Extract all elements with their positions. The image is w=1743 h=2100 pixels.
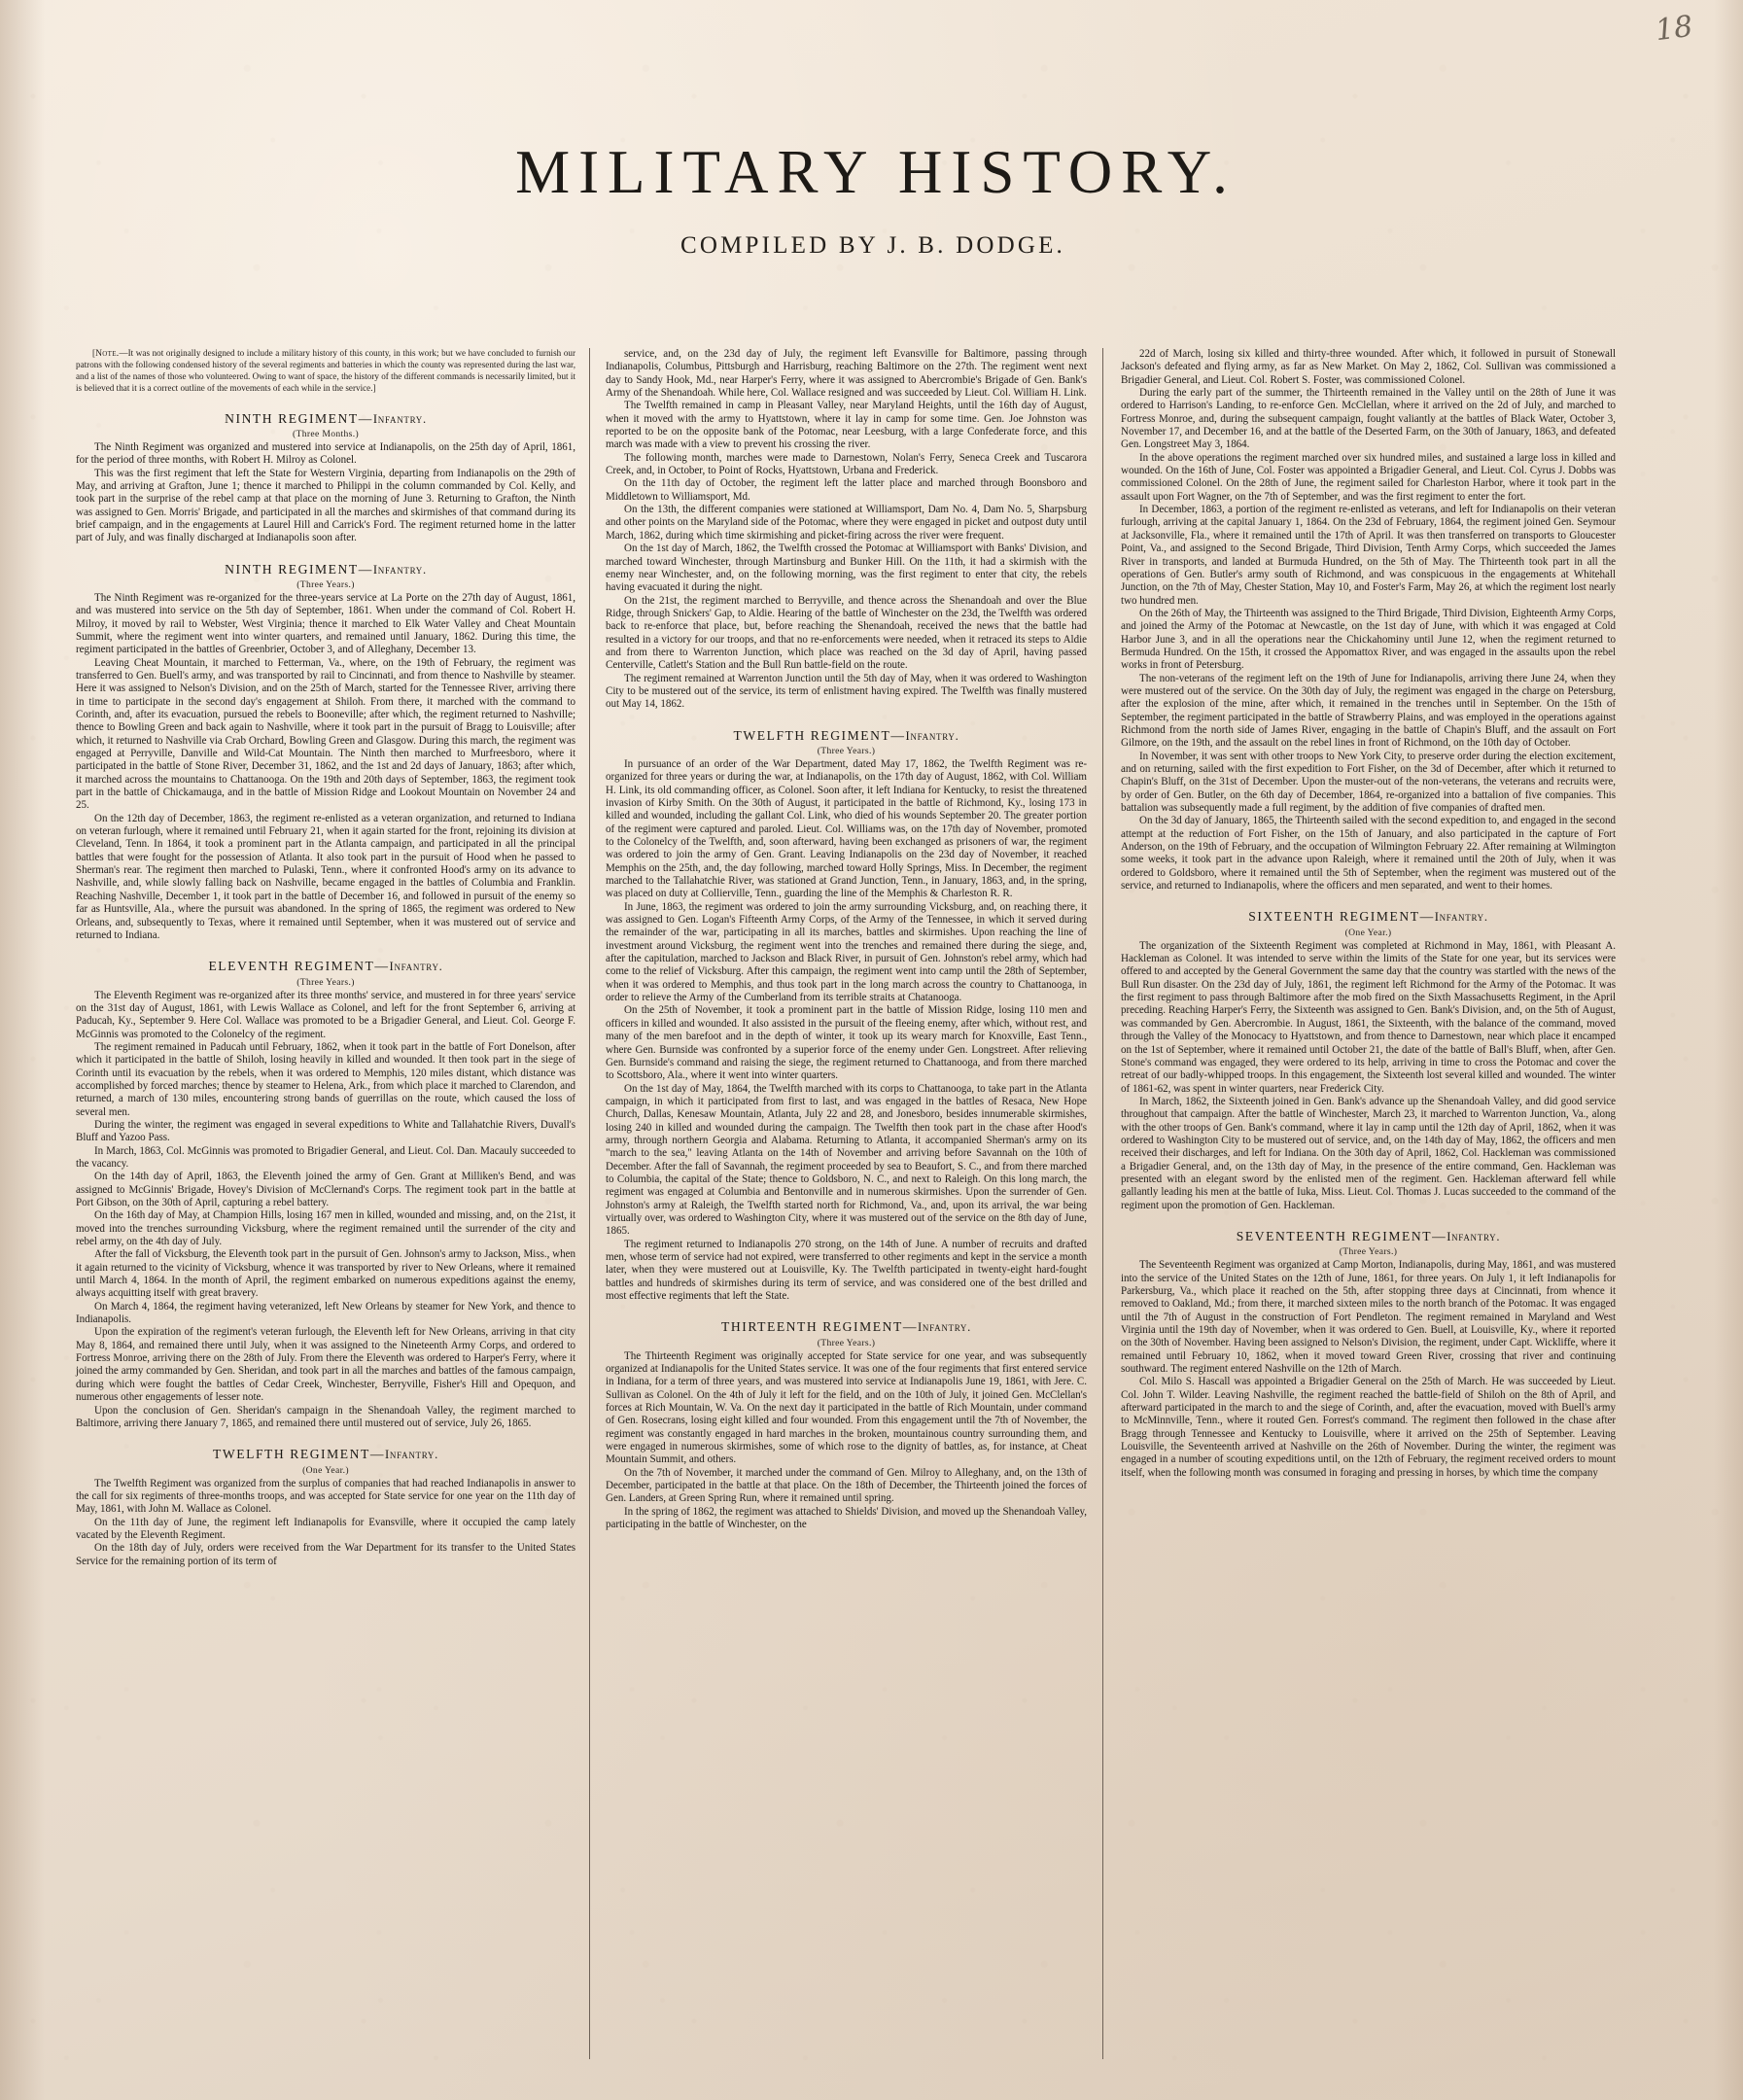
- regiment-heading: [76, 959, 575, 974]
- body-paragraph: The Ninth Regiment was re-organized for the three-years service at La Porte on the 27th day of August, 1861, and was mustered into service on the 5th day of September, 1861. When under the command of Col. Robert H. Milroy, it moved by rail to Webster, West Virginia; thence it marched to Elk Water Valley and Cheat Mountain Summit, where the regiment went into winter quarters, and remained until January, 1862. During this time, the regiment participated in the battles of Greenbrier, October 3, and of Alleghany, December 13.: [76, 591, 575, 656]
- body-paragraph: On the 1st day of May, 1864, the Twelfth marched with its corps to Chattanooga, to take part in the Atlanta campaign, in which it participated from first to last, and was engaged in the battles of Resaca, New Hope Church, Dallas, Kenesaw Mountain, Atlanta, July 22 and 28, and Jonesboro, besides innumerable skirmishes, losing 240 in killed and wounded during the campaign. The Twelfth then took part in the chase after Hood's army, through northern Georgia and Alabama. Returning to Atlanta, it accompanied Sherman's army on its "march to the sea," leaving Atlanta on the 14th of November and arriving before Savannah on the 10th of December. After the fall of Savannah, the regiment proceeded by sea to Beaufort, S. C., and from there marched to Columbia, the capital of the State; thence to Goldsboro, N. C., and next to Raleigh. On this long march, the regiment was engaged at Columbia and Bentonville and in numerous skirmishes. Upon the surrender of Gen. Johnston's army at Raleigh, the Twelfth started north for Richmond, Va., and, upon its arrival, the war being virtually over, was ordered to Washington City, where it was mustered out of the service on the 8th day of June, 1865.: [606, 1082, 1087, 1238]
- regiment-term-of-service: (One Year.): [1344, 927, 1392, 938]
- masthead: [0, 138, 1743, 260]
- body-paragraph: The Twelfth remained in camp in Pleasant Valley, near Maryland Heights, until the 16th day of August, when it moved with the army to Hyattstown, where it lay in camp for some time. Gen. Joe Johnston was reported to be on the opposite bank of the Potomac, near Leesburg, with a large Confederate force, and this march was made with a view to prevent his crossing the river.: [606, 400, 1087, 451]
- regiment-name: NINTH REGIMENT—: [225, 561, 373, 577]
- column-1: [76, 348, 589, 2059]
- body-paragraph: On the 3d day of January, 1865, the Thirteenth sailed with the second expedition to, and engaged in the second attempt at the reduction of Fort Fisher, on the 15th of January, and also participated in the capture of Fort Anderson, on the 19th of February, and the occupation of Wilmington February 22. After remaining at Wilmington some weeks, it took part in the advance upon Raleigh, where it remained until the 20th of July, when it was ordered to Goldsboro, where it remained until the 5th of September, when the regiment was mustered out of the service, and returned to Indianapolis, where the officers and men separated, and went to their homes.: [1121, 815, 1616, 892]
- regiment-term-of-service: (Three Months.): [292, 428, 360, 439]
- body-paragraph: On the 16th day of May, at Champion Hills, losing 167 men in killed, wounded and missing, and, on the 21st, it moved into the trenches surrounding Vicksburg, where the regiment remained until the surrender of the city and rebel army, on the 4th day of July.: [76, 1209, 575, 1248]
- body-paragraph: In June, 1863, the regiment was ordered to join the army surrounding Vicksburg, and, on reaching there, it was assigned to Gen. Logan's Fifteenth Army Corps, of the Army of the Tennessee, in which it served during the remainder of the war, participating in all its marches, battles and skirmishes. Upon reaching the line of investment around Vicksburg, the regiment went into the trenches and remained there during the siege, and, after the capitulation, marched to Jackson and Black River, in pursuit of Gen. Johnston's rebel army, which had come to the relief of Vicksburg. After this campaign, the regiment went into camp until the 28th of September, when it was ordered to Memphis, and thus took part in the long march across the country to Chattanooga, in order to relieve the Army of the Cumberland from its terrible straits at Chatanooga.: [606, 900, 1087, 1004]
- page-right-edge-shadow: [1714, 0, 1743, 2100]
- body-paragraph: During the winter, the regiment was engaged in several expeditions to White and Tallahatchie Rivers, Duvall's Bluff and Yazoo Pass.: [76, 1118, 575, 1144]
- regiment-name: TWELFTH REGIMENT—: [213, 1447, 385, 1462]
- body-paragraph: On the 13th, the different companies were stationed at Williamsport, Dam No. 4, Dam No. 5, Sharpsburg and other points on the Maryland side of the Potomac, where they were engaged in picket and outpost duty until March, 1862, during which time skirmishing and picket-firing across the river were frequent.: [606, 504, 1087, 542]
- page-gutter-shadow: [0, 0, 45, 2100]
- regiment-name: NINTH REGIMENT—: [225, 410, 373, 426]
- body-paragraph: 22d of March, losing six killed and thirty-three wounded. After which, it followed in pursuit of Stonewall Jackson's defeated and flying army, as far as New Market. On May 2, 1862, Col. Sullivan was commissioned a Brigadier General, and Lieut. Col. Robert S. Foster, was commissioned Colonel.: [1121, 348, 1616, 386]
- body-paragraph: On the 26th of May, the Thirteenth was assigned to the Third Brigade, Third Division, Eighteenth Army Corps, and joined the Army of the Potomac at Newcastle, on the 1st day of June, with which it was engaged at Cold Harbor June 3, and in all the operations near the Chickahominy until June 12, when the regiment returned to Bermuda Hundred. On the 15th, it crossed the Appomattox River, and was engaged in the assaults upon the rebel works in front of Petersburg.: [1121, 607, 1616, 672]
- column-2: [589, 348, 1102, 2059]
- body-paragraph: In the above operations the regiment marched over six hundred miles, and sustained a large loss in killed and wounded. On the 16th of June, Col. Foster was appointed a Brigadier General, and Lieut. Col. Cyrus J. Dobbs was commissioned Colonel. On the 28th of June, the regiment sailed for Charleston Harbor, where it took part in the assault upon Fort Wagner, on the 7th of September, and was the first regiment to enter the fort.: [1121, 451, 1616, 503]
- body-paragraph: In the spring of 1862, the regiment was attached to Shields' Division, and moved up the Shenandoah Valley, participating in the battle of Winchester, on the: [606, 1505, 1087, 1531]
- editor-note-label: Note.: [95, 348, 120, 359]
- body-paragraph: On the 7th of November, it marched under the command of Gen. Milroy to Alleghany, and, on the 13th of December, participated in the battle at that place. On the 18th of December, the Thirteenth joined the forces of Gen. Landers, at Green Spring Run, where it remained until spring.: [606, 1466, 1087, 1505]
- body-paragraph: After the fall of Vicksburg, the Eleventh took part in the pursuit of Gen. Johnson's army to Jackson, Miss., when it again returned to the vicinity of Vicksburg, whence it was transported by river to New Orleans, where it remained until March 4, 1864. In the month of April, the regiment embarked on numerous expeditions against the enemy, always acquitting itself with great bravery.: [76, 1248, 575, 1300]
- regiment-arm-of-service: Infantry.: [389, 960, 443, 974]
- body-paragraph: The Seventeenth Regiment was organized at Camp Morton, Indianapolis, during May, 1861, and was mustered into the service of the United States on the 12th of June, 1861, for three years. On July 1, it left Indianapolis for Parkersburg, Va., which place it reached on the 5th, after stopping three days at Cincinnati, from whence it removed to Oakland, Md.; from there, it marched sixteen miles to the north branch of the Potomac. It was engaged until the 7th of August in the construction of Fort Pendleton. The regiment remained in Maryland and West Virginia until the 19th day of November, when it was ordered to Gen. Buell, at Louisville, Ky., where it reported on the 30th of November. Having been assigned to Nelson's Division, the regiment, under Capt. Wickliffe, where it remained until February 10, 1862, when it moved toward Green River, crossing that river and continuing southward. The regiment entered Nashville on the 12th of March.: [1121, 1259, 1616, 1376]
- body-paragraph: On the 11th day of June, the regiment left Indianapolis for Evansville, where it occupied the camp lately vacated by the Eleventh Regiment.: [76, 1516, 575, 1541]
- page-subtitle: COMPILED BY J. B. DODGE.: [680, 232, 1066, 259]
- body-paragraph: The regiment remained in Paducah until February, 1862, when it took part in the battle of Fort Donelson, after which it participated in the battle of Shiloh, losing heavily in killed and wounded. It then took part in the siege of Corinth until its evacuation by the rebels, when it was ordered to Memphis, 120 miles distant, which distance was accomplished by forced marches; thence by steamer to Helena, Ark., from which place it marched to Clarendon, and returned, a march of 130 miles, encountering strong bands of guerrillas on the route, which caused the loss of several men.: [76, 1040, 575, 1118]
- body-paragraph: On the 18th day of July, orders were received from the War Department for its transfer to the United States Service for the remaining portion of its term of: [76, 1542, 575, 1567]
- body-paragraph: Col. Milo S. Hascall was appointed a Brigadier General on the 25th of March. He was succeeded by Lieut. Col. John T. Wilder. Leaving Nashville, the regiment reached the battle-field of Shiloh on the 8th of April, and afterward participated in the march to and the siege of Corinth, and, after the evacuation, moved with Buell's army to McMinnville, Tenn., where it routed Gen. Forrest's command. The regiment then followed in the chase after Bragg through Tennessee and Kentucky to Louisville, where it arrived on the 25th of September. Leaving Louisville, the Seventeenth arrived at Nashville on the 26th of November. During the winter, the regiment was engaged in a number of scouting expeditions until, on the 12th of February, the regiment received orders to mount itself, when the following month was consumed in foraging and pressing in horses, by which time the company: [1121, 1376, 1616, 1479]
- body-paragraph: Upon the expiration of the regiment's veteran furlough, the Eleventh left for New Orleans, arriving in that city May 8, 1864, and remained there until July, when it was assigned to the Nineteenth Army Corps, and ordered to Fortress Monroe, arriving there on the 28th of July. From there the Eleventh was ordered to Harper's Ferry, where it joined the army commanded by Gen. Sheridan, and took part in all the marches and battles of the famous campaign, during which were fought the battles of Cedar Creek, Winchester, Berryville, Fisher's Hill and Opequon, and numerous other engagements of lesser note.: [76, 1326, 575, 1404]
- body-paragraph: On the 25th of November, it took a prominent part in the battle of Mission Ridge, losing 110 men and officers in killed and wounded. It also assisted in the pursuit of the fleeing enemy, after which, without rest, and many of the men barefoot and in the depth of winter, it took up its weary march for Knoxville, East Tenn., where Gen. Burnside was confronted by a superior force of the enemy under Gen. Longstreet. After relieving Gen. Burnside's command and raising the siege, the regiment returned to Chattanooga, and from there marched to Scottsboro, Ala., where it went into winter quarters.: [606, 1004, 1087, 1082]
- body-paragraph: The regiment remained at Warrenton Junction until the 5th day of May, when it was ordered to Washington City to be mustered out of the service, its term of enlistment having expired. The Twelfth was finally mustered out May 14, 1862.: [606, 672, 1087, 711]
- body-paragraph: The following month, marches were made to Darnestown, Nolan's Ferry, Seneca Creek and Tuscarora Creek, and, in October, to Point of Rocks, Hyattstown, Urbana and Frederick.: [606, 451, 1087, 477]
- body-paragraph: This was the first regiment that left the State for Western Virginia, departing from Indianapolis on the 29th of May, and arriving at Grafton, June 1; thence it marched to Philippi in the column commanded by Col. Kelly, and took part in the surprise of the rebel camp at that place on the morning of June 3. Returning to Grafton, the Ninth was assigned to Gen. Morris' Brigade, and participated in all the marches and skirmishes of that command during its brief campaign, and in the engagements at Laurel Hill and Carrick's Ford. The regiment returned home in the latter part of July, and was finally discharged at Indianapolis soon after.: [76, 467, 575, 544]
- body-paragraph: On March 4, 1864, the regiment having veteranized, left New Orleans by steamer for New York, and thence to Indianapolis.: [76, 1300, 575, 1326]
- regiment-arm-of-service: Infantry.: [905, 728, 959, 743]
- regiment-term-of-service: (Three Years.): [296, 976, 355, 988]
- regiment-name: SIXTEENTH REGIMENT—: [1248, 909, 1435, 925]
- regiment-term-of-service: (Three Years.): [1339, 1246, 1398, 1258]
- text-columns: [76, 348, 1670, 2059]
- regiment-arm-of-service: Infantry.: [385, 1448, 438, 1462]
- regiment-arm-of-service: Infantry.: [372, 411, 427, 426]
- body-paragraph: During the early part of the summer, the Thirteenth remained in the Valley until on the 28th of June it was ordered to Harrison's Landing, to re-enforce Gen. McClellan, where it arrived on the 2d of July, and marched to Fortress Monroe, and, during the subsequent campaign, fought valiantly at the battles of Black Water, October 3, November 17, and December 16, and at the battle of the Deserted Farm, on the 30th of January, 1863, and defeated Gen. Longstreet May 3, 1864.: [1121, 387, 1616, 451]
- body-paragraph: The regiment returned to Indianapolis 270 strong, on the 14th of June. A number of recruits and drafted men, whose term of service had not expired, were transferred to other regiments and kept in the service a month later, when they were mustered out at Louisville, Ky. The Twelfth participated in twenty-eight hard-fought battles and hundreds of skirmishes during its term of service, and was considered one of the best drilled and most effective regiments that left the State.: [606, 1238, 1087, 1303]
- regiment-term-of-service: (Three Years.): [296, 578, 355, 590]
- regiment-heading: [76, 562, 575, 578]
- regiment-name: ELEVENTH REGIMENT—: [208, 959, 390, 974]
- regiment-arm-of-service: Infantry.: [372, 562, 427, 577]
- body-paragraph: The Ninth Regiment was organized and mustered into service at Indianapolis, on the 25th day of April, 1861, for the period of three months, with Robert H. Milroy as Colonel.: [76, 440, 575, 467]
- body-paragraph: The Twelfth Regiment was organized from the surplus of companies that had reached Indianapolis in answer to the call for six regiments of three-months troops, and was accepted for State service for one year on the 11th day of May, 1861, with John M. Wallace as Colonel.: [76, 1477, 575, 1516]
- body-paragraph: In December, 1863, a portion of the regiment re-enlisted as veterans, and left for Indianapolis on their veteran furlough, arriving at the capital January 1, 1864. On the 23d of February, 1864, the regiment joined Gen. Seymour at Jacksonville, Fla., where it remained until the 17th of April. It was then transferred on transports to Gloucester Point, Va., and assigned to the Second Brigade, Third Division, Tenth Army Corps, which succeeded the James River in transports, and landed at Burmuda Hundred, on the 5th of May. The Thirteenth took part in all the operations of Gen. Butler's army south of Richmond, and was conspicuous in the engagements at Whitehall Junction, on the 7th of May, Chester Station, May 10, and Foster's Farm, May 26, at which the regiment lost nearly two hundred men.: [1121, 504, 1616, 607]
- body-paragraph: In November, it was sent with other troops to New York City, to preserve order during the election excitement, and on returning, sailed with the first expedition to Fort Fisher, on the 3d of December, after which it returned to Chapin's Bluff, on the 31st of December. Upon the muster-out of the non-veterans, the veterans and recruits were, by order of Gen. Butler, on the 6th day of December, 1864, re-organized into a battalion of five companies. This battalion was subsequently made a full regiment, by the addition of five companies of drafted men.: [1121, 750, 1616, 815]
- editor-note: [Note.—It was not originally designed to include a military history of this county, in this work; but we have concluded to furnish our patrons with the following condensed history of the several regiments and batteries in which the county was represented during the last war, and a list of the names of those who volunteered. Owing to want of space, the history of the different commands is necessarily limited, but it is believed that it is a correct outline of the movements of each while in the service.]: [76, 348, 575, 393]
- regiment-term-of-service: (One Year.): [302, 1464, 349, 1476]
- regiment-term-of-service: (Three Years.): [817, 1337, 876, 1348]
- regiment-heading: [1121, 1229, 1616, 1244]
- body-paragraph: On the 12th day of December, 1863, the regiment re-enlisted as a veteran organization, and returned to Indiana on veteran furlough, where it remained until February 21, when it again started for the front, rejoining its division at Cleveland, Tenn. In 1864, it took a prominent part in the Atlanta campaign, and participated in all the principal battles that were fought for the possession of Atlanta. It also took part in the pursuit of Hood when he passed to Sherman's rear. The regiment then marched to Pulaski, Tenn., where it confronted Hood's army on its advance to Nashville, and, while slowly falling back on Nashville, became engaged in the battles of Columbia and Franklin. Reaching Nashville, December 1, it took part in the battle of December 16, and followed in pursuit of the enemy so far as Huntsville, Ala., where the pursuit was abandoned. In the spring of 1865, the regiment was ordered to New Orleans, and, subsequently to Texas, where it remained until September, when it was mustered out of service and returned to Indiana.: [76, 812, 575, 941]
- body-paragraph: In pursuance of an order of the War Department, dated May 17, 1862, the Twelfth Regiment was re-organized for three years or during the war, at Indianapolis, on the 17th day of August, 1862, with Col. William H. Link, its old commanding officer, as Colonel. Soon after, it left Indiana for Kentucky, to resist the threatened invasion of Kirby Smith. On the 30th of August, it participated in the battle of Richmond, Ky., losing 173 in killed and wounded, including the gallant Col. Link, who died of his wounds September 20. The greater portion of the regiment were captured and paroled. Lieut. Col. Williams was, on the 17th day of November, promoted to the Colonelcy of the Twelfth, and, soon afterward, having been exchanged as prisoners of war, the regiment was ordered to join the army of Gen. Grant. Leaving Indianapolis on the 23d day of November, it reached Memphis on the 25th, and, the day following, marched toward Holly Springs, Miss. In December, the regiment marched to the Tallahatchie River, was stationed at Grand Junction, Tenn., in January, 1863, and, in the spring, was placed on duty at Collierville, Tenn., guarding the line of the Memphis & Charleston R. R.: [606, 757, 1087, 900]
- regiment-arm-of-service: Infantry.: [1447, 1229, 1501, 1243]
- body-paragraph: Leaving Cheat Mountain, it marched to Fetterman, Va., where, on the 19th of February, the regiment was transferred to Gen. Buell's army, and was transported by rail to Cincinnati, and from thence to Nashville by steamer. Here it was assigned to Nelson's Division, and on the 25th of March, started for the Tennessee River, arriving there in time to participate in the second day's engagement at Shiloh. From there, it marched with the command to Corinth, and, after its evacuation, pursued the rebels to Booneville; after which, the regiment returned to Nashville; thence to Bowling Green and back again to Nashville, where it took part in the pursuit of Bragg to Louisville; after which, it returned to Nashville via Crab Orchard, Bowling Green and Glasgow. During this march, the regiment was engaged at Perryville, Danville and Wild-Cat Mountain. The Ninth then marched to Murfreesboro, where it participated in the battle of Stone River, December 31, 1862, and the 1st and 2d days of January, 1863; after which, it marched across the mountains to Chattanooga. On the 19th and 20th days of September, 1863, the regiment took part in the battle of Chickamauga, and in the battle of Mission Ridge and Lookout Mountain on November 24 and 25.: [76, 656, 575, 812]
- regiment-name: SEVENTEENTH REGIMENT—: [1236, 1228, 1447, 1243]
- regiment-term-of-service: (Three Years.): [817, 745, 876, 756]
- body-paragraph: On the 11th day of October, the regiment left the latter place and marched through Boonsboro and Middletown to Williamsport, Md.: [606, 477, 1087, 503]
- body-paragraph: On the 1st day of March, 1862, the Twelfth crossed the Potomac at Williamsport with Banks' Division, and marched toward Winchester, through Martinsburg and Bunker Hill. On the 11th, it had a skirmish with the enemy near Winchester, and, on the following morning, was the first regiment to enter that city, the rebels having evacuated it during the night.: [606, 542, 1087, 594]
- page-title: MILITARY HISTORY.: [515, 138, 1237, 206]
- column-3: [1102, 348, 1616, 2059]
- body-paragraph: Upon the conclusion of Gen. Sheridan's campaign in the Shenandoah Valley, the regiment marched to Baltimore, arriving there January 7, 1865, and remained there until mustered out of service, July 26, 1865.: [76, 1404, 575, 1429]
- regiment-name: TWELFTH REGIMENT—: [733, 727, 906, 743]
- regiment-name: THIRTEENTH REGIMENT—: [721, 1319, 918, 1335]
- body-paragraph: In March, 1862, the Sixteenth joined in Gen. Bank's advance up the Shenandoah Valley, and did good service throughout that campaign. After the battle of Winchester, March 23, it marched to Warrenton Junction, Va., along with the other troops of Gen. Bank's command, where it lay in camp until the 12th day of April, 1862, when it was ordered to Washington City to be mustered out of service, and, on the 14th day of May, 1862, the officers and men received their discharges, and left for Indiana. On the 30th day of April, 1862, Col. Hackleman was commissioned a Brigadier General, and, on the 13th day of May, in the presence of the entire command, Gen. Hackleman was presented with an elegant sword by the enlisted men of the regiment. Gen. Hackleman afterward fell while gallantly leading his men at the battle of Iuka, Miss. Lieut. Col. Thomas J. Lucas succeeded to the command of the regiment upon the promotion of Gen. Hackleman.: [1121, 1095, 1616, 1211]
- body-paragraph: The non-veterans of the regiment left on the 19th of June for Indianapolis, arriving there June 24, when they were mustered out of the service. On the 30th day of July, the regiment was engaged in the charge on Petersburg, after the explosion of the mine, after which, it remained in the trenches until in September. On the 15th of September, the regiment participated in the battle of Strawberry Plains, and was employed in the operations against Richmond from the north side of James River, engaging in the battle of Chapin's Bluff, and the assault on Fort Gilmore, on the 19th, and the assault on the rebel lines in front of Richmond, on the 10th day of October.: [1121, 672, 1616, 750]
- page-number-folio: 18: [1653, 9, 1694, 49]
- body-paragraph: In March, 1863, Col. McGinnis was promoted to Brigadier General, and Lieut. Col. Dan. Macauly succeeded to the vacancy.: [76, 1144, 575, 1170]
- body-paragraph: The Thirteenth Regiment was originally accepted for State service for one year, and was subsequently organized at Indianapolis for the United States service. It was one of the four regiments that first entered service in Indiana, for a term of three years, and was mustered into service at Indianapolis June 19, 1861, with Jere. C. Sullivan as Colonel. On the 4th of July it left for the field, and on the 10th of July, it joined Gen. McClellan's forces at Rich Mountain, W. Va. On the next day it participated in the battle of Rich Mountain, under command of Gen. Rosecrans, losing eight killed and four wounded. From this engagement until the 7th of November, the regiment was constantly engaged in hard marches in the broken, mountainous country surrounding them, and were engaged in numerous skirmishes, some of which rose to the dignity of battles, as, for instance, at Cheat Mountain Summit, and others.: [606, 1349, 1087, 1466]
- regiment-heading: [606, 728, 1087, 744]
- body-paragraph: The Eleventh Regiment was re-organized after its three months' service, and mustered in for three years' service on the 31st day of August, 1861, with Lewis Wallace as Colonel, and left for the front September 6, arriving at Paducah, Ky., September 9. Here Col. Wallace was promoted to be a Brigadier General, and Lieut. Col. George F. McGinnis was promoted to the Colonelcy of the regiment.: [76, 989, 575, 1040]
- regiment-heading: [606, 1319, 1087, 1335]
- body-paragraph: service, and, on the 23d day of July, the regiment left Evansville for Baltimore, passing through Indianapolis, Columbus, Pittsburgh and Harrisburg, reaching Baltimore on the 27th. The regiment went next day to Sandy Hook, Md., near Harper's Ferry, where it was assigned to Abercrombie's Brigade of Gen. Bank's Army of the Shenandoah. While here, Col. Wallace resigned and was succeeded by Lieut. Col. William H. Link.: [606, 348, 1087, 400]
- regiment-heading: [76, 411, 575, 427]
- regiment-heading: [1121, 909, 1616, 925]
- regiment-heading: [76, 1447, 575, 1462]
- body-paragraph: On the 14th day of April, 1863, the Eleventh joined the army of Gen. Grant at Milliken's Bend, and was assigned to McGinnis' Brigade, Hovey's Division of McClernand's Corps. The regiment took part in the battle at Port Gibson, on the 30th of April, capturing a rebel battery.: [76, 1171, 575, 1208]
- body-paragraph: On the 21st, the regiment marched to Berryville, and thence across the Shenandoah and over the Blue Ridge, through Snickers' Gap, to Aldie. Hearing of the battle of Winchester on the 23d, the Twelfth was ordered back to re-enforce that place, but, before reaching the Shenandoah, received the news that the battle had resulted in a victory for our troops, and that no re-enforcements were needed, when it retraced its steps to Aldie and from there to Warrenton Junction, which place was reached on the 3d day of April, having passed Centerville, Catlett's Station and the Bull Run battle-field on the route.: [606, 594, 1087, 672]
- regiment-arm-of-service: Infantry.: [1434, 910, 1488, 925]
- regiment-arm-of-service: Infantry.: [917, 1320, 971, 1335]
- body-paragraph: The organization of the Sixteenth Regiment was completed at Richmond in May, 1861, with Pleasant A. Hackleman as Colonel. It was intended to serve within the limits of the State for one year, but its services were offered to and accepted by the General Government the same day that the country was startled with the news of the Bull Run disaster. On the 23d day of July, 1861, the regiment left Richmond for the Army of the Potomac. It was the first regiment to pass through Baltimore after the mob fired on the Sixth Massachusetts Regiment, in the April preceding. Reaching Harper's Ferry, the Sixteenth was assigned to Gen. Bank's Division, and, on the 5th of August, was commanded by Gen. Abercrombie. In August, 1861, the Sixteenth, with the balance of the command, moved through the Valley of the Monocacy to Hyattstown, and from thence to Darnestown, near which place it encamped on the 1st of September, where it remained until October 21, the date of the battle of Ball's Bluff, when, after Gen. Stone's command was engaged, they were ordered to its help, arriving in time to cross the Potomac and cover the retreat of our badly-whipped troops. In this engagement, the Sixteenth lost several killed and wounded. The winter of 1861-62, was spent in winter quarters, near Frederick City.: [1121, 939, 1616, 1095]
